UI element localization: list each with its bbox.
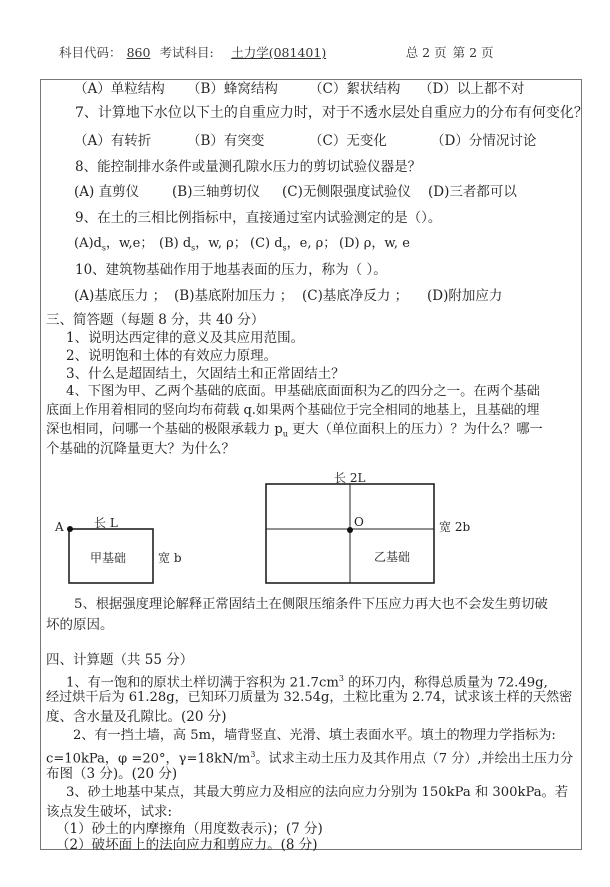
jia-foundation-label: 甲基础 bbox=[90, 551, 127, 565]
subject-code: 860 bbox=[126, 45, 151, 60]
yi-foundation-label: 乙基础 bbox=[374, 550, 411, 564]
q7-option-c: （C）无变化 bbox=[309, 133, 387, 149]
q8-text: 8、能控制排水条件或量测孔隙水压力的剪切试验仪器是？ bbox=[75, 159, 422, 175]
section4-q1-line3: 度、含水量及孔隙比。(20 分) bbox=[46, 709, 227, 725]
point-a-label: A bbox=[55, 520, 64, 534]
q10-option-b: (B)基底附加压力 ； bbox=[174, 288, 294, 304]
section4-q2-line1: 2、有一挡土墙，高 5m，墙背竖直、光滑、填土表面水平。填土的物理力学指标为: bbox=[73, 728, 556, 743]
section4-q1-line1: 1、有一饱和的原状土样切满于容积为 $21.7cm^3$ 的环刀内，称得总质量为 72.49g, bbox=[66, 674, 548, 691]
q7-option-d: （D）分情况讨论 bbox=[431, 133, 537, 149]
q9-option-d: (D) ρ，w, e bbox=[339, 236, 410, 251]
section3-q1: 1、说明达西定律的意义及其应用范围。 bbox=[66, 330, 305, 346]
point-a-marker bbox=[67, 526, 73, 532]
section4-q3-sub1: （1）砂土的内摩擦角（用度数表示)；(7 分) bbox=[56, 821, 323, 837]
width-2b-label: 宽 2b bbox=[439, 520, 471, 534]
subject-code-label: 科目代码： bbox=[59, 45, 122, 60]
section3-q4-line1: 4、下图为甲、乙两个基础的底面。甲基础底面面积为乙的四分之一。在两个基础 bbox=[66, 384, 540, 399]
point-o-label: O bbox=[354, 515, 364, 529]
q10-option-c: (C)基底净反力 ； bbox=[302, 288, 409, 304]
section4-q3-sub2: （2）破坏面上的法向应力和剪应力。(8 分) bbox=[56, 837, 318, 853]
section4-q2-line2: c=10kPa，φ =20°，$\gamma=18kN/m^3$。试求主动土压力及其作用点（7 分）,并绘出土压力分 bbox=[46, 750, 574, 767]
exam-subject: 土力学(081401) bbox=[231, 45, 327, 60]
section3-title: 三、简答题（每题 8 分，共 40 分） bbox=[46, 312, 265, 328]
section3-q3: 3、什么是超固结土，欠固结土和正常固结土？ bbox=[66, 366, 345, 382]
section4-q3-line1: 3、砂土地基中某点，其最大剪应力及相应的法向应力分别为 150kPa 和 300kPa。若 bbox=[66, 785, 569, 800]
q9-option-b: (B) $d_s$，w, ρ； bbox=[159, 236, 247, 253]
section3-q2: 2、说明饱和土体的有效应力原理。 bbox=[66, 348, 278, 364]
current-page: 第 2 页 bbox=[452, 45, 494, 60]
q10-option-a: (A)基底压力 ； bbox=[74, 288, 167, 304]
section4-q2-line3: 布图（3 分)。(20 分) bbox=[46, 766, 178, 782]
section3-q4-line4: 个基础的沉降量更大？为什么？ bbox=[46, 441, 235, 457]
total-pages: 总 2 页 bbox=[405, 45, 447, 60]
section4-title: 四、计算题（共 55 分） bbox=[46, 652, 194, 668]
q8-option-b: (B)三轴剪切仪 bbox=[172, 184, 260, 200]
q7-option-b: （B）有突变 bbox=[187, 133, 265, 149]
q9-option-a: $(A)d_s$，w,e； bbox=[74, 236, 154, 253]
section3-q4-line2: 底面上作用着相同的竖向均布荷载 q.如果两个基础位于完全相同的地基上，且基础的埋 bbox=[46, 403, 540, 418]
q6-option-c: （C）絮状结构 bbox=[309, 81, 401, 97]
section4-q1-line2: 经过烘干后为 61.28g，已知环刀质量为 32.54g，土粒比重为 2.74，试求该土样的天然密 bbox=[46, 690, 573, 705]
q7-option-a: （A）有转折 bbox=[74, 133, 152, 149]
q8-option-c: (C)无侧限强度试验仪 bbox=[282, 184, 411, 200]
q6-option-a: （A）单粒结构 bbox=[74, 81, 165, 97]
section3-q5-line1: 5、根据强度理论解释正常固结土在侧限压缩条件下压应力再大也不会发生剪切破 bbox=[74, 597, 548, 612]
q7-text: 7、计算地下水位以下土的自重应力时，对于不透水层处自重应力的分布有何变化？ bbox=[75, 105, 588, 121]
q9-option-c: (C) $d_s$，e, ρ； bbox=[250, 236, 337, 253]
length-2l-label: 长 2L bbox=[334, 471, 366, 485]
length-l-label: 长 L bbox=[94, 516, 118, 530]
exam-subject-label: 考试科目: bbox=[159, 45, 214, 60]
point-o-marker bbox=[347, 527, 353, 533]
q6-option-d: （D）以上都不对 bbox=[419, 81, 525, 97]
width-b-label: 宽 b bbox=[158, 551, 182, 565]
q9-text: 9、在土的三相比例指标中，直接通过室内试验测定的是（）。 bbox=[75, 210, 442, 226]
q10-text: 10、建筑物基础作用于地基表面的压力，称为（ ）。 bbox=[75, 262, 387, 278]
section3-q5-line2: 坏的原因。 bbox=[46, 617, 114, 633]
q8-option-d: (D)三者都可以 bbox=[428, 184, 517, 200]
q6-option-b: （B）蜂窝结构 bbox=[187, 81, 278, 97]
q10-option-d: (D)附加应力 bbox=[427, 288, 503, 304]
section3-q4-line3: 深也相同，问哪一个基础的极限承载力 $p_u$ 更大（单位面积上的压力）？为什么？哪一 bbox=[46, 422, 543, 439]
section4-q3-line2: 该点发生破坏，试求: bbox=[46, 804, 173, 820]
q8-option-a: (A) 直剪仪 bbox=[74, 184, 140, 200]
